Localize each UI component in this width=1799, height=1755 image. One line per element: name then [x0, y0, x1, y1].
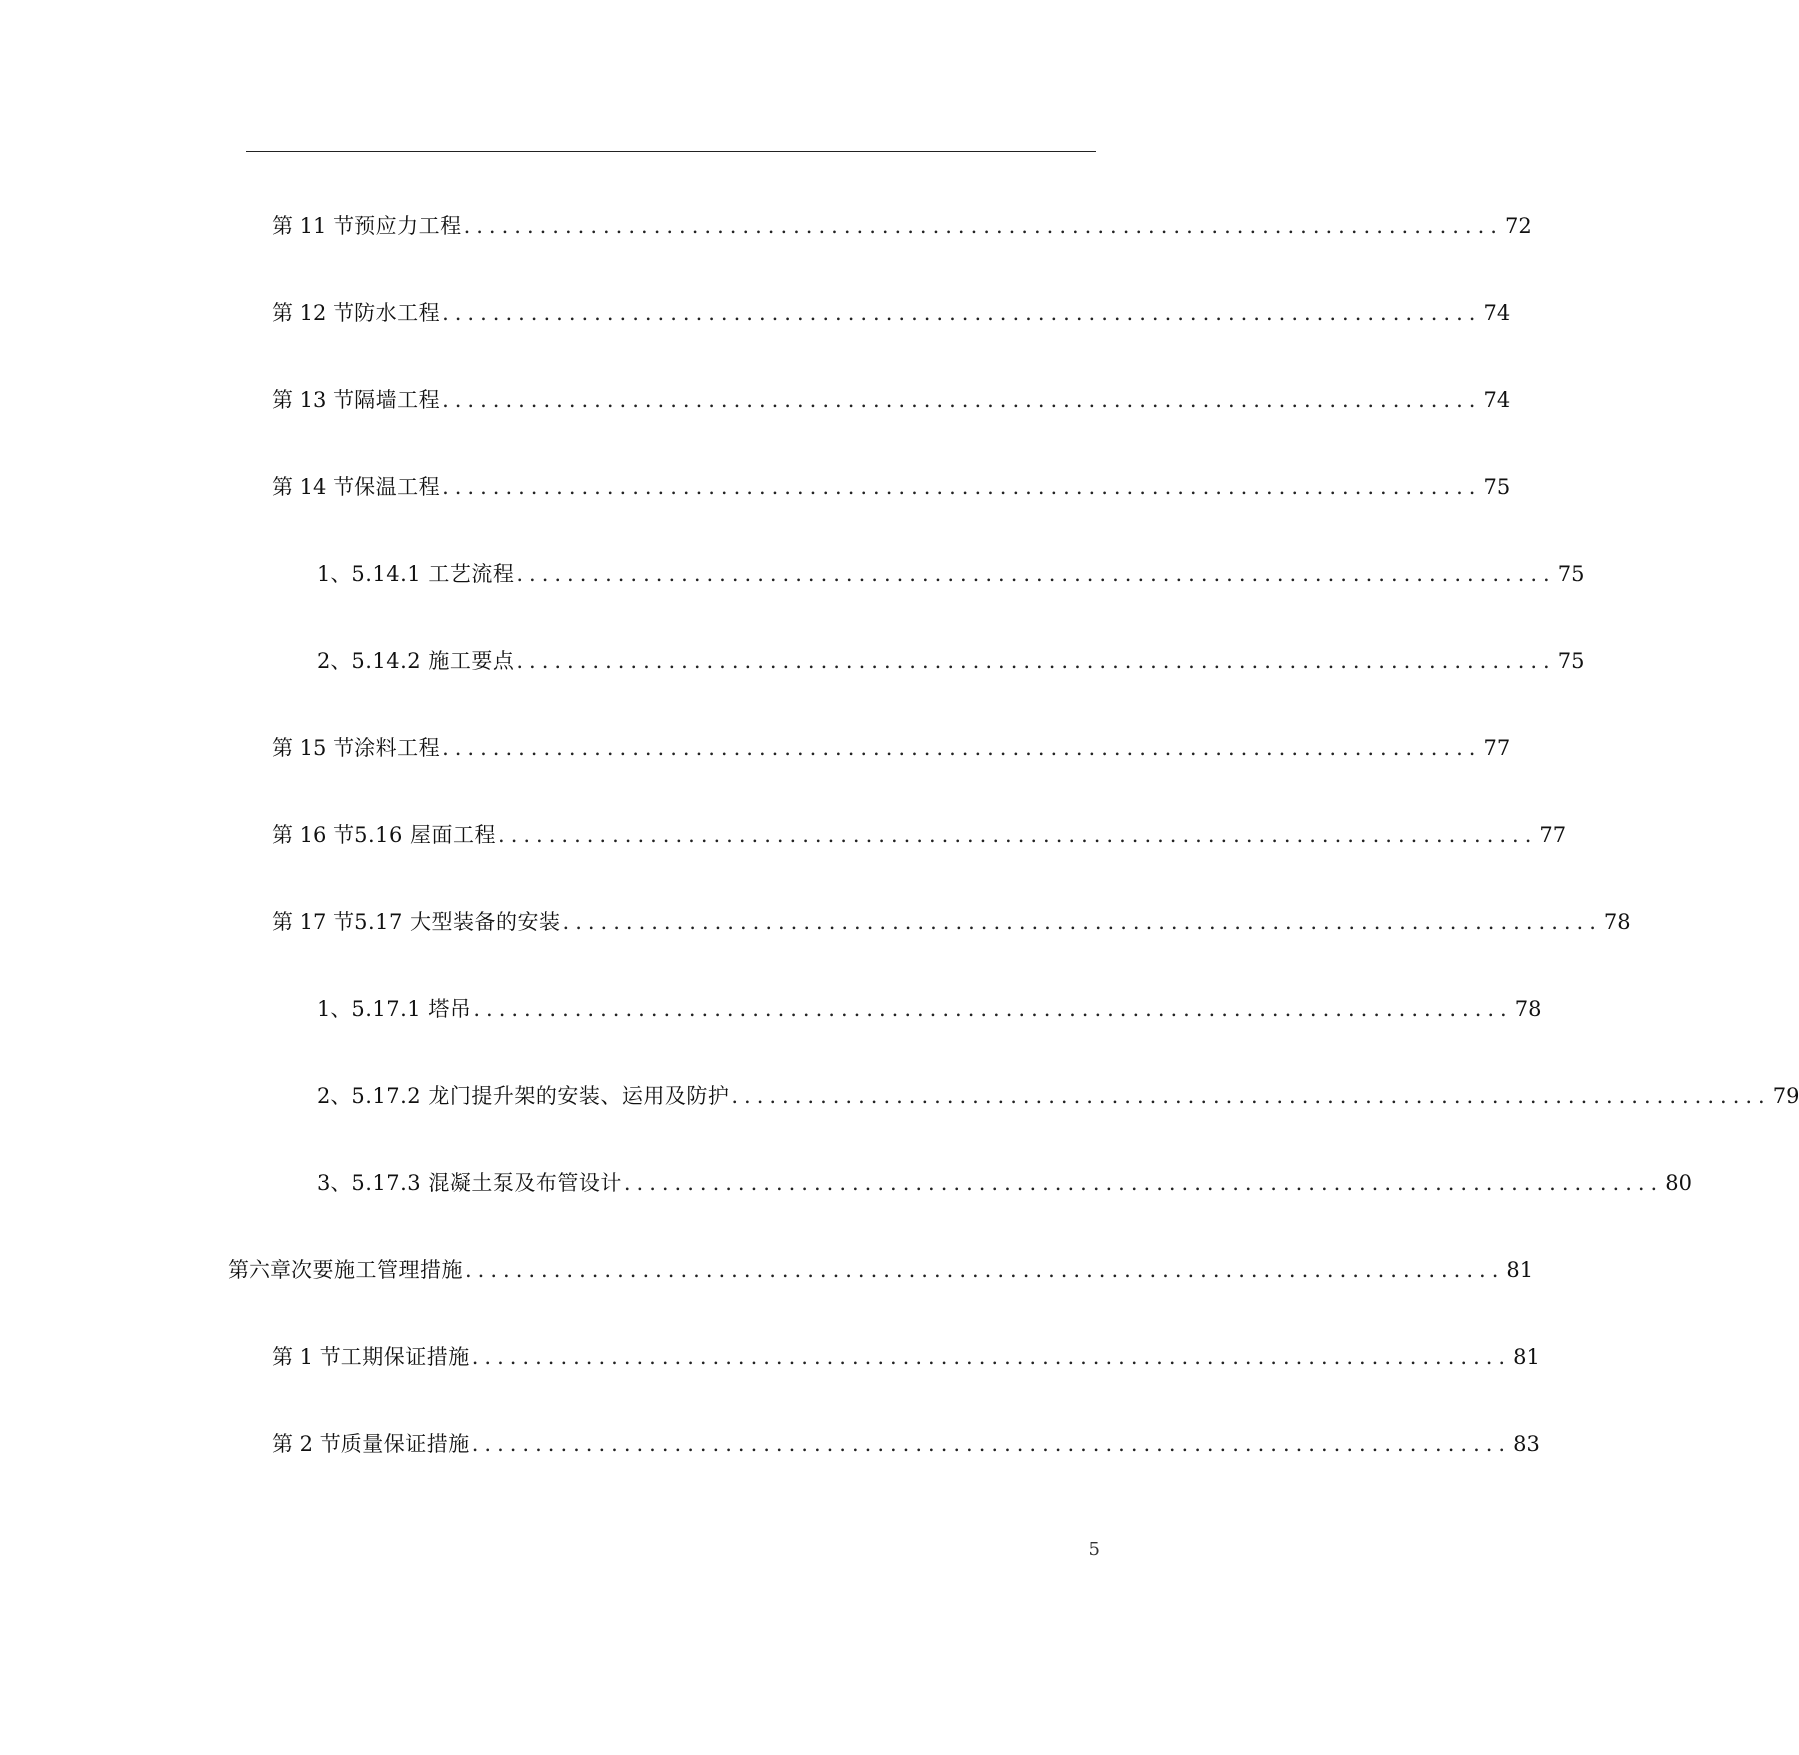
toc-entry-title: 5.16 屋面工程 — [354, 823, 497, 847]
toc-entry-prefix: 第 17 节 — [272, 910, 355, 934]
toc-entry-title: 5.14.2 施工要点 — [351, 649, 515, 673]
toc-entry[interactable] — [317, 992, 1542, 1026]
toc-entry[interactable] — [272, 1427, 1540, 1461]
toc-entry-page: 75 — [1557, 562, 1585, 586]
toc-leader-dots: .................................................................................. — [473, 997, 1513, 1021]
toc-entry[interactable] — [272, 209, 1532, 243]
toc-entry-page: 77 — [1539, 823, 1567, 847]
toc-entry-prefix: 第 2 节 — [272, 1432, 341, 1456]
toc-entry-prefix: 第 16 节 — [272, 823, 355, 847]
toc-entry[interactable] — [272, 818, 1567, 852]
toc-entry-prefix: 2、 — [317, 649, 352, 673]
toc-leader-dots: .................................................................................. — [471, 1432, 1512, 1456]
toc-entry-prefix: 第 11 节 — [272, 214, 355, 238]
toc-entry[interactable] — [272, 731, 1511, 765]
toc-entry[interactable] — [272, 1340, 1540, 1374]
toc-leader-dots: .................................................................................. — [471, 1345, 1512, 1369]
toc-entry-title: 保温工程 — [354, 475, 441, 499]
toc-entry-prefix: 1、 — [317, 562, 352, 586]
toc-entry[interactable] — [317, 644, 1585, 678]
toc-entry-page: 75 — [1483, 475, 1511, 499]
toc-entry[interactable] — [272, 905, 1631, 939]
toc-leader-dots: .................................................................................. — [516, 649, 1556, 673]
toc-leader-dots: .................................................................................. — [442, 388, 1482, 412]
toc-entry-prefix: 第 13 节 — [272, 388, 355, 412]
toc-entry-title: 涂料工程 — [354, 736, 441, 760]
toc-entry-prefix: 第 14 节 — [272, 475, 355, 499]
toc-entry-page: 79 — [1772, 1084, 1799, 1108]
toc-entry-prefix: 第 15 节 — [272, 736, 355, 760]
toc-entry-prefix: 1、 — [317, 997, 352, 1021]
toc-entry-page: 72 — [1504, 214, 1532, 238]
page-number: 5 — [1088, 1539, 1100, 1560]
toc-leader-dots: .................................................................................. — [465, 1258, 1505, 1282]
toc-entry-title: 5.17.1 塔吊 — [351, 997, 472, 1021]
toc-entry-page: 75 — [1557, 649, 1585, 673]
toc-entry-title: 5.17.2 龙门提升架的安装、运用及防护 — [351, 1084, 730, 1108]
toc-leader-dots: .................................................................................. — [442, 736, 1482, 760]
toc-entry-page: 81 — [1513, 1345, 1540, 1369]
toc-leader-dots: .................................................................................. — [442, 301, 1482, 325]
toc-leader-dots: .................................................................................. — [498, 823, 1538, 847]
toc-entry[interactable] — [272, 470, 1511, 504]
toc-entry-page: 81 — [1506, 1258, 1534, 1282]
toc-entry-title: 5.17.3 混凝土泵及布管设计 — [351, 1171, 622, 1195]
toc-entry-title: 5.17 大型装备的安装 — [354, 910, 561, 934]
toc-entry[interactable] — [317, 1079, 1799, 1113]
toc-entry-page: 78 — [1514, 997, 1542, 1021]
toc-entry-title: 预应力工程 — [354, 214, 462, 238]
toc-leader-dots: .................................................................................. — [562, 910, 1602, 934]
toc-entry-title: 防水工程 — [354, 301, 441, 325]
toc-entry-prefix: 第六章 — [228, 1258, 291, 1282]
toc-leader-dots: .................................................................................. — [731, 1084, 1771, 1108]
toc-entry-title: 工期保证措施 — [340, 1345, 470, 1369]
toc-entry-title: 隔墙工程 — [354, 388, 441, 412]
toc-entry-page: 77 — [1483, 736, 1511, 760]
toc-entry-prefix: 3、 — [317, 1171, 352, 1195]
toc-leader-dots: .................................................................................. — [516, 562, 1556, 586]
toc-entry-chapter[interactable] — [228, 1253, 1534, 1287]
toc-entry[interactable] — [272, 383, 1511, 417]
toc-entry-title: 质量保证措施 — [340, 1432, 470, 1456]
toc-entry-page: 78 — [1603, 910, 1631, 934]
toc-leader-dots: .................................................................................. — [463, 214, 1503, 238]
toc-entry-title: 5.14.1 工艺流程 — [351, 562, 515, 586]
toc-entry-page: 83 — [1513, 1432, 1540, 1456]
toc-entry[interactable] — [317, 557, 1585, 591]
toc-entry-page: 74 — [1483, 388, 1511, 412]
toc-entry-prefix: 第 12 节 — [272, 301, 355, 325]
toc-leader-dots: .................................................................................. — [442, 475, 1482, 499]
toc-entry[interactable] — [317, 1166, 1692, 1200]
toc-entry-title: 次要施工管理措施 — [291, 1258, 463, 1282]
toc-entry-prefix: 2、 — [317, 1084, 352, 1108]
toc-entry[interactable] — [272, 296, 1511, 330]
toc-entry-page: 80 — [1665, 1171, 1692, 1195]
toc-entry-page: 74 — [1483, 301, 1511, 325]
toc-entry-prefix: 第 1 节 — [272, 1345, 341, 1369]
toc-leader-dots: .................................................................................. — [623, 1171, 1664, 1195]
